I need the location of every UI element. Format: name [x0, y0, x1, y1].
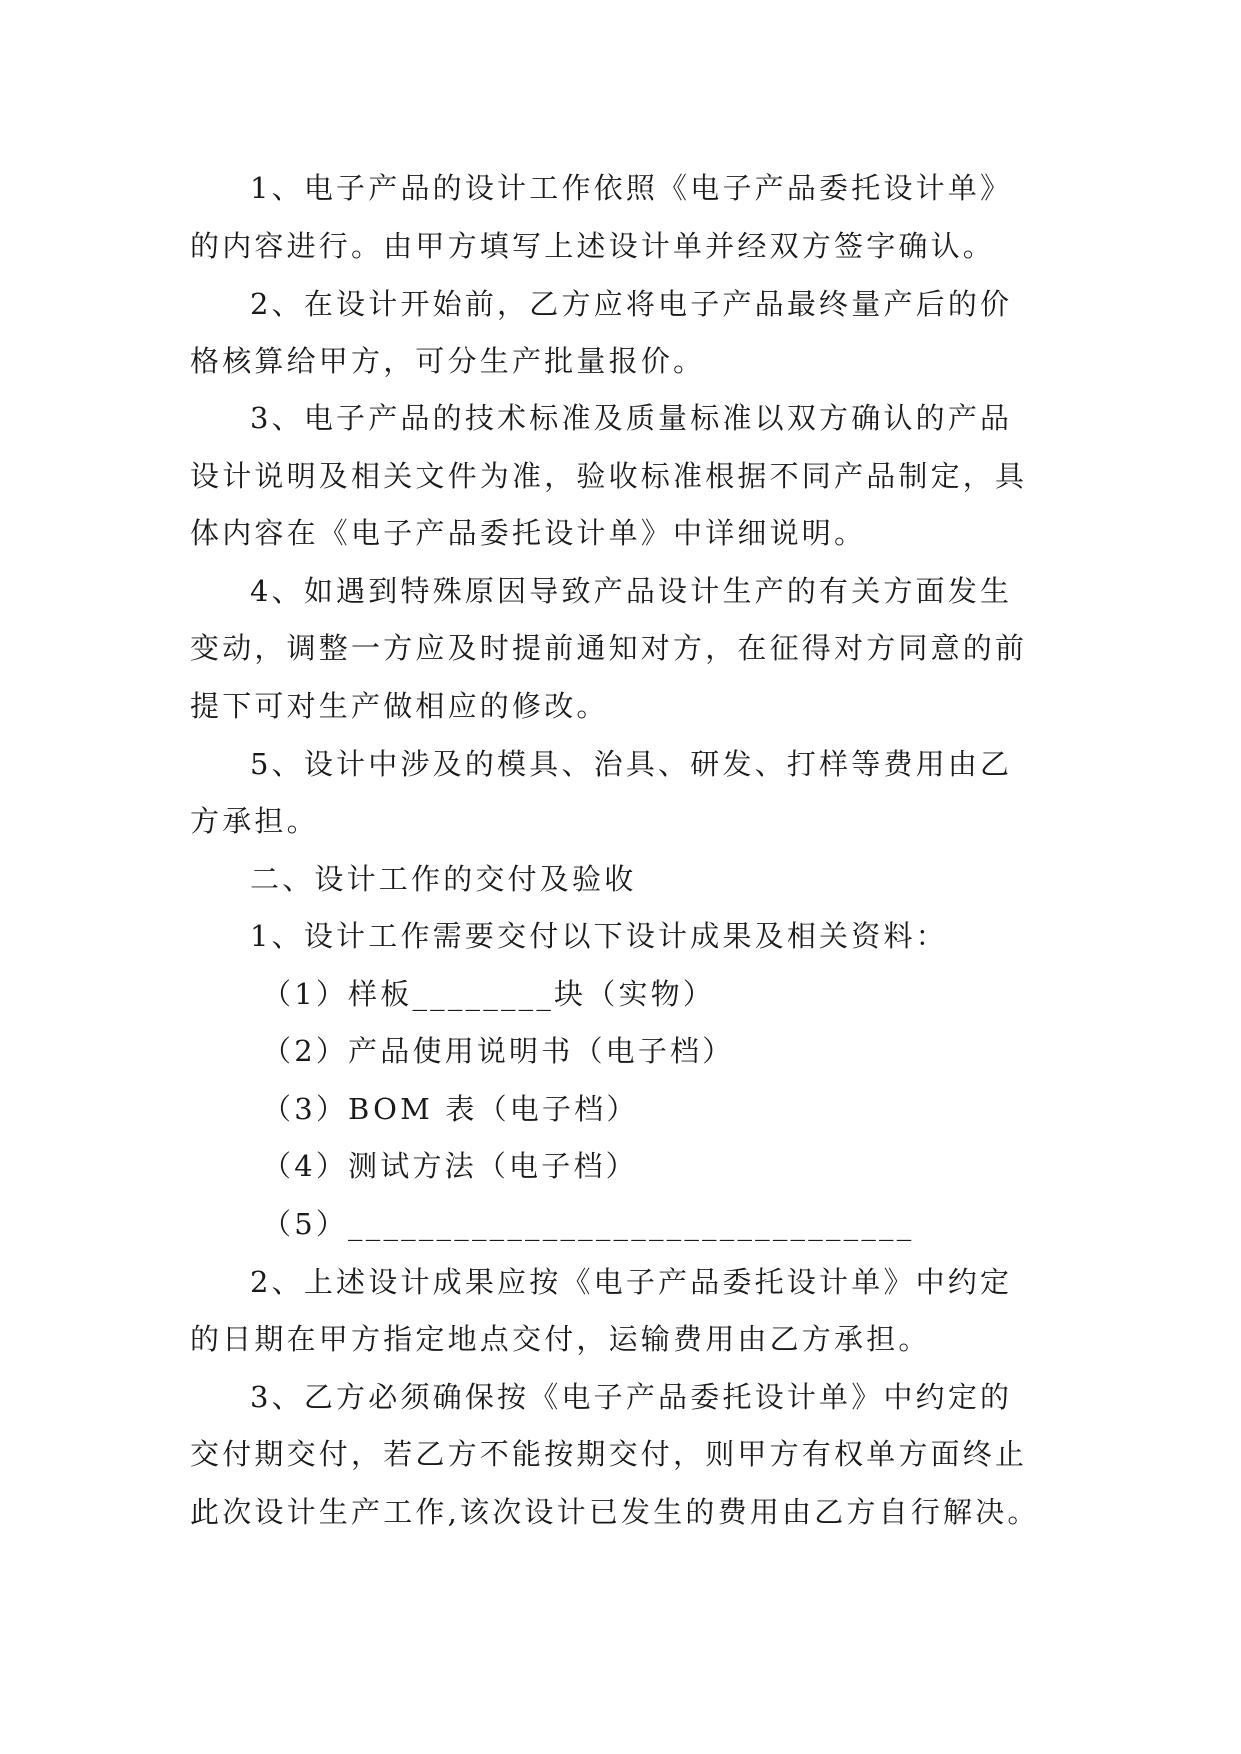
- delivery-clause-3-line-2: 交付期交付，若乙方不能按期交付，则甲方有权单方面终止: [190, 1437, 1028, 1471]
- clause-4-line-3: 提下可对生产做相应的修改。: [190, 689, 609, 723]
- clause-4-line-2: 变动，调整一方应及时提前通知对方，在征得对方同意的前: [190, 631, 1028, 665]
- deliverable-item-2: （2）产品使用说明书（电子档）: [262, 1034, 735, 1068]
- clause-2-line-1: 2、在设计开始前，乙方应将电子产品最终量产后的价: [250, 287, 1013, 321]
- clause-1-line-2: 的内容进行。由甲方填写上述设计单并经双方签字确认。: [190, 229, 996, 263]
- clause-1-line-1: 1、电子产品的设计工作依照《电子产品委托设计单》: [250, 171, 1013, 205]
- clause-2-line-2: 格核算给甲方，可分生产批量报价。: [190, 344, 706, 378]
- delivery-clause-3-line-1: 3、乙方必须确保按《电子产品委托设计单》中约定的: [250, 1380, 1013, 1414]
- clause-3-line-3: 体内容在《电子产品委托设计单》中详细说明。: [190, 516, 867, 550]
- clause-3-line-2: 设计说明及相关文件为准，验收标准根据不同产品制定，具: [190, 459, 1028, 493]
- deliverable-item-3: （3）BOM 表（电子档）: [262, 1092, 639, 1126]
- delivery-clause-1: 1、设计工作需要交付以下设计成果及相关资料：: [250, 919, 948, 953]
- section-heading: 二、设计工作的交付及验收: [250, 862, 637, 896]
- deliverable-item-5: （5）________________________________: [262, 1207, 915, 1241]
- clause-5-line-2: 方承担。: [190, 804, 319, 838]
- clause-5-line-1: 5、设计中涉及的模具、治具、研发、打样等费用由乙: [250, 747, 1013, 781]
- deliverable-item-4: （4）测试方法（电子档）: [262, 1149, 638, 1183]
- delivery-clause-2-line-2: 的日期在甲方指定地点交付，运输费用由乙方承担。: [190, 1322, 931, 1356]
- clause-4-line-1: 4、如遇到特殊原因导致产品设计生产的有关方面发生: [250, 574, 1013, 608]
- delivery-clause-3-line-3: 此次设计生产工作,该次设计已发生的费用由乙方自行解决。: [190, 1495, 1040, 1529]
- deliverable-item-1: （1）样板________块（实物）: [262, 977, 716, 1011]
- clause-3-line-1: 3、电子产品的技术标准及质量标准以双方确认的产品: [250, 401, 1013, 435]
- delivery-clause-2-line-1: 2、上述设计成果应按《电子产品委托设计单》中约定: [250, 1265, 1013, 1299]
